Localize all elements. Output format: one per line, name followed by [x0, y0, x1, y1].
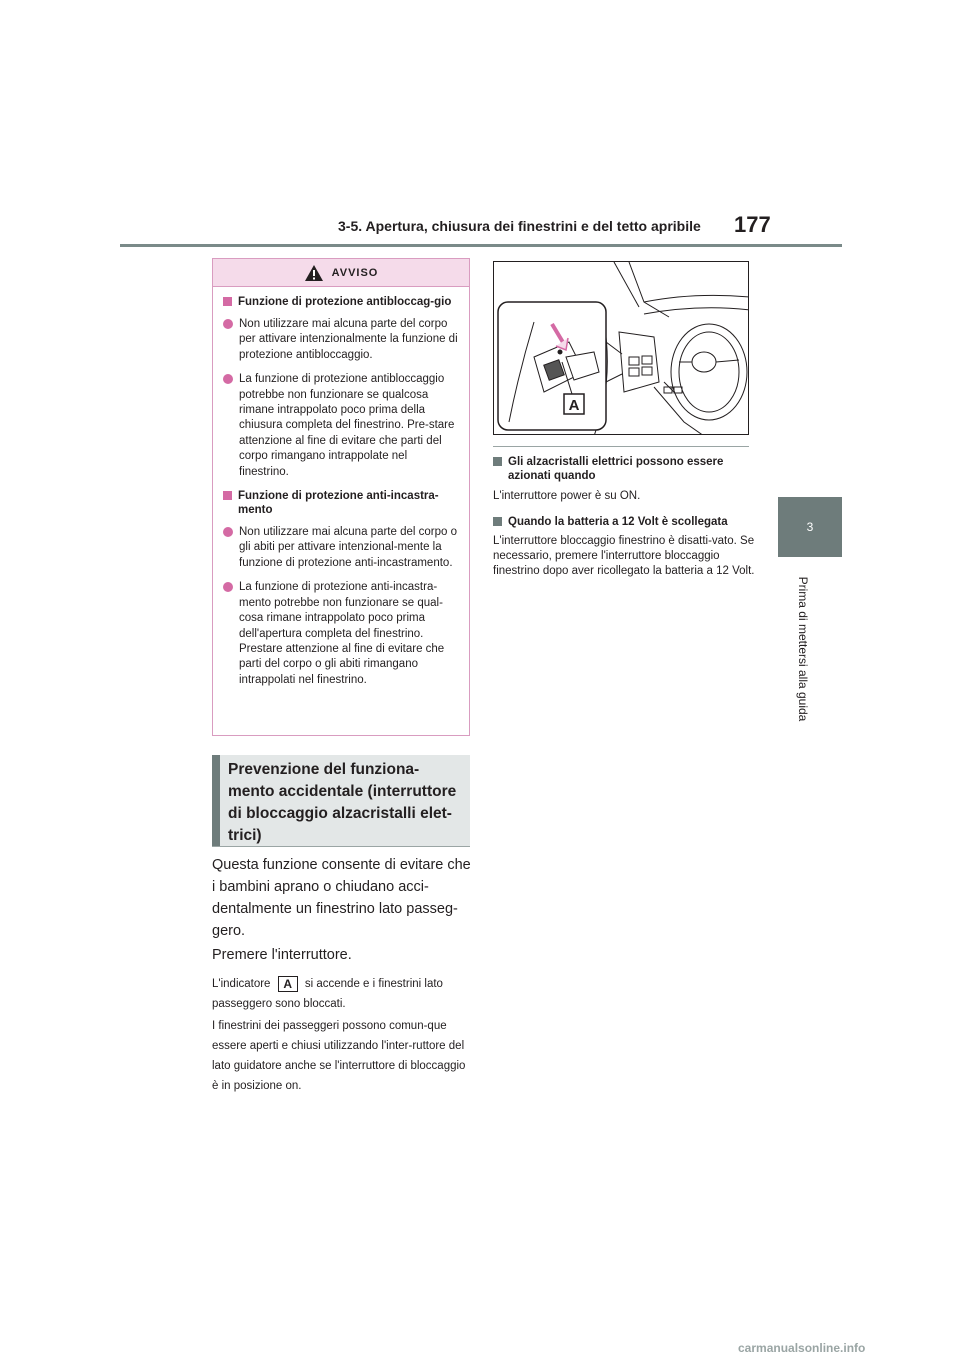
indicator-text-before: L'indicatore	[212, 978, 271, 990]
warning-title: AVVISO	[331, 266, 379, 279]
warning-bullet-text: Non utilizzare mai alcuna parte del corpo o gli abiti per attivare intenzional-mente la funzione di protezione anti-incastramento.	[239, 526, 457, 569]
footer-watermark: carmanualsonline.info	[738, 1341, 866, 1355]
running-header: 3-5. Apertura, chiusura dei finestrini e del tetto apribile	[338, 218, 701, 234]
warning-subheading	[223, 295, 459, 309]
chapter-number: 3	[806, 520, 814, 534]
square-bullet-icon	[223, 297, 232, 306]
warning-bullet	[223, 317, 459, 363]
section-rule	[212, 846, 470, 847]
page-number: 177	[734, 212, 771, 237]
dashboard-drawing	[494, 262, 749, 435]
section-heading: Prevenzione del funziona-mento accidentale (interruttore di bloccaggio alzacristalli elet-trici)	[212, 755, 470, 846]
warning-header	[213, 259, 469, 287]
chapter-tab-body	[778, 557, 842, 737]
header-rule	[120, 244, 842, 247]
section-intro: Questa funzione consente di evitare che i bambini aprano o chiudano acci-dentalmente un finestrino lato passeg-gero.	[212, 857, 471, 939]
right-subheading-text: Quando la batteria a 12 Volt è scollegata	[508, 516, 728, 528]
circle-bullet-icon	[223, 319, 233, 329]
square-bullet-icon	[493, 517, 502, 526]
indicator-text-after: si accende e i finestrini lato passeggero sono bloccati.	[212, 978, 443, 1010]
warning-triangle-icon	[304, 264, 324, 282]
chapter-label	[796, 563, 810, 735]
chapter-label-text: Prima di mettersi alla guida	[796, 576, 810, 722]
warning-box	[212, 258, 470, 736]
warning-bullet-text: La funzione di protezione anti-incastra-mento potrebbe non funzionare se qual-cosa rimane intrappolato poco prima dell'apertura completa del finestrino. Prestare attenzione al fine di evitare che parti del corpo o gli abiti rimangano intrappolati nel finestrino.	[239, 581, 445, 686]
chapter-tab	[778, 497, 842, 557]
circle-bullet-icon	[223, 582, 233, 592]
circle-bullet-icon	[223, 527, 233, 537]
warning-bullet	[223, 580, 459, 688]
right-subheading	[493, 455, 755, 483]
warning-bullet-text: La funzione di protezione antibloccaggio potrebbe non funzionare se qualcosa rimane intrappolato poco prima della chiusura completa del finestrino. Pre-stare attenzione al fine di evitare che parti del corpo rimangano intrappolate nel finestrino.	[239, 373, 455, 478]
right-text: L'interruttore bloccaggio finestrino è disatti-vato. Se necessario, premere l'interruttore bloccaggio finestrino dopo aver ricollegato la batteria a 12 Volt.	[493, 535, 755, 577]
warning-subheading-text: Funzione di protezione antibloccag-gio	[238, 296, 452, 308]
section-note: I finestrini dei passeggeri possono comun-que essere aperti e chiusi utilizzando l'inter-ruttore del lato guidatore anche se l'interruttore di bloccaggio è in posizione on.	[212, 1020, 466, 1092]
circle-bullet-icon	[223, 374, 233, 384]
square-bullet-icon	[493, 457, 502, 466]
warning-subheading-text: Funzione di protezione anti-incastra-mento	[238, 490, 439, 517]
indicator-label: A	[278, 976, 298, 992]
right-subheading-text: Gli alzacristalli elettrici possono essere azionati quando	[508, 456, 724, 482]
window-lock-switch-illustration	[493, 261, 749, 435]
warning-subheading	[223, 489, 459, 517]
right-subheading	[493, 515, 755, 529]
callout-a-label: A	[568, 397, 580, 414]
warning-bullet-text: Non utilizzare mai alcuna parte del corpo per attivare intenzionalmente la funzione di protezione antibloccaggio.	[239, 318, 458, 361]
indicator-paragraph	[212, 974, 474, 1014]
square-bullet-icon	[223, 491, 232, 500]
right-text: L'interruttore power è su ON.	[493, 490, 641, 502]
warning-bullet	[223, 372, 459, 480]
warning-body	[213, 287, 469, 688]
section-instruction: Premere l'interruttore.	[212, 947, 352, 963]
warning-bullet	[223, 525, 459, 571]
illustration-rule	[493, 446, 749, 447]
